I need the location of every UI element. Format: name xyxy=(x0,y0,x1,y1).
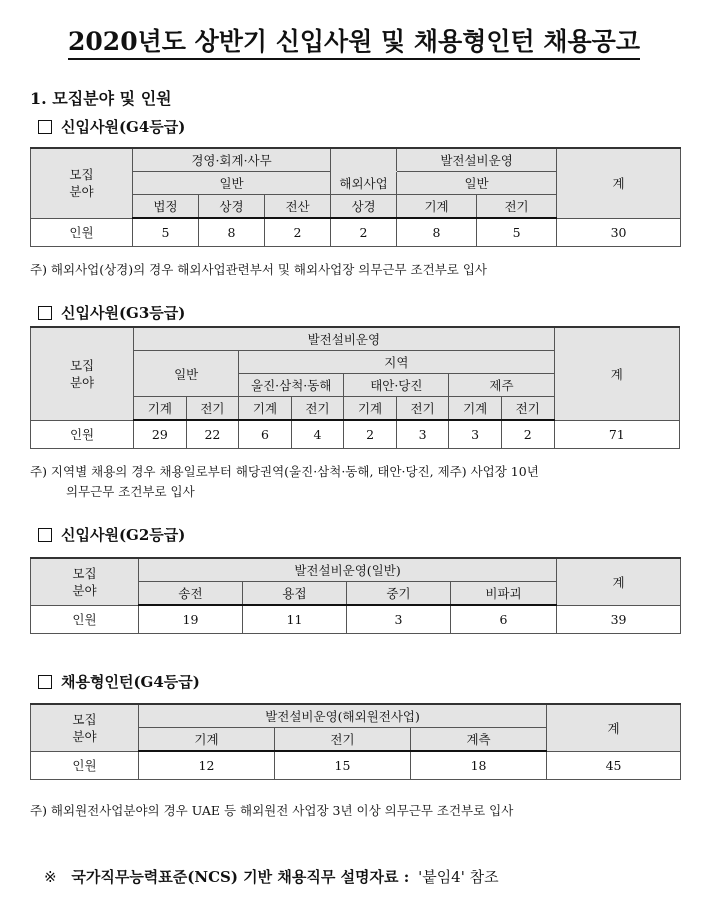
subgroup-header: 지역 xyxy=(239,351,554,374)
reference-bold: 국가직무능력표준(NCS) 기반 채용직무 설명자료 : xyxy=(71,868,410,886)
table-cell: 2 xyxy=(344,420,397,448)
g4-table xyxy=(30,147,681,247)
reference-note xyxy=(44,866,499,887)
column-header: 전기 xyxy=(275,728,411,752)
field-header: 모집 분야 xyxy=(31,558,139,605)
total-cell: 71 xyxy=(554,420,679,448)
column-header: 상경 xyxy=(331,195,397,219)
table-row xyxy=(31,605,681,633)
table-cell: 3 xyxy=(449,420,502,448)
subgroup-header: 일반 xyxy=(397,172,557,195)
g4-heading xyxy=(38,116,185,137)
g4-heading-text: 신입사원(G4등급) xyxy=(61,118,186,136)
table-cell: 19 xyxy=(139,605,243,633)
column-header: 상경 xyxy=(199,195,265,219)
column-header: 중기 xyxy=(347,582,451,606)
g3-heading xyxy=(38,302,185,323)
table-cell: 8 xyxy=(199,218,265,246)
subgroup-header: 해외사업 xyxy=(331,172,397,195)
table-cell: 15 xyxy=(275,751,411,779)
row-label: 인원 xyxy=(31,218,133,246)
intern-table xyxy=(30,703,681,780)
field-header: 모집 분야 xyxy=(31,327,134,420)
column-header: 전기 xyxy=(186,397,239,421)
region-header: 제주 xyxy=(449,374,554,397)
field-header: 모집 분야 xyxy=(31,148,133,218)
group-header: 경영·회계·사무 xyxy=(133,148,331,172)
table-row xyxy=(31,420,680,448)
column-header: 기계 xyxy=(449,397,502,421)
table-cell: 5 xyxy=(133,218,199,246)
column-header: 전기 xyxy=(501,397,554,421)
total-header: 계 xyxy=(557,558,681,605)
table-cell: 6 xyxy=(451,605,557,633)
table-cell: 8 xyxy=(397,218,477,246)
table-cell: 5 xyxy=(477,218,557,246)
checkbox-square-icon xyxy=(38,675,52,689)
column-header: 기계 xyxy=(397,195,477,219)
group-header: 발전설비운영(해외원전사업) xyxy=(139,704,547,728)
column-header: 비파괴 xyxy=(451,582,557,606)
table-cell: 4 xyxy=(291,420,344,448)
total-header: 계 xyxy=(557,148,681,218)
reference-rest: '붙임4' 참조 xyxy=(418,868,499,886)
row-label: 인원 xyxy=(31,420,134,448)
table-cell: 2 xyxy=(265,218,331,246)
g2-table xyxy=(30,557,681,634)
column-header: 법정 xyxy=(133,195,199,219)
column-header: 전기 xyxy=(477,195,557,219)
table-cell: 3 xyxy=(347,605,451,633)
region-header: 울진·삼척·동해 xyxy=(239,374,344,397)
column-header: 기계 xyxy=(139,728,275,752)
intern-heading-text: 채용형인턴(G4등급) xyxy=(61,673,200,691)
group-header: 발전설비운영(일반) xyxy=(139,558,557,582)
total-header: 계 xyxy=(547,704,681,751)
table-cell: 29 xyxy=(134,420,187,448)
g3-note-cont: 의무근무 조건부로 입사 xyxy=(66,484,195,499)
group-header xyxy=(331,148,397,172)
g2-heading xyxy=(38,524,185,545)
column-header: 기계 xyxy=(239,397,292,421)
table-cell: 18 xyxy=(411,751,547,779)
column-header: 전산 xyxy=(265,195,331,219)
g3-note: 주) 지역별 채용의 경우 채용일로부터 해당권역(울진·삼척·동해, 태안·당진, 제주) 사업장 10년 xyxy=(30,464,539,479)
table-cell: 22 xyxy=(186,420,239,448)
checkbox-square-icon xyxy=(38,528,52,542)
column-header: 기계 xyxy=(344,397,397,421)
column-header: 계측 xyxy=(411,728,547,752)
group-header: 발전설비운영 xyxy=(134,327,554,351)
g3-heading-text: 신입사원(G3등급) xyxy=(61,304,186,322)
checkbox-square-icon xyxy=(38,120,52,134)
table-cell: 12 xyxy=(139,751,275,779)
row-label: 인원 xyxy=(31,751,139,779)
column-header: 송전 xyxy=(139,582,243,606)
intern-note: 주) 해외원전사업분야의 경우 UAE 등 해외원전 사업장 3년 이상 의무근무 조건부로 입사 xyxy=(30,803,514,818)
region-header: 태안·당진 xyxy=(344,374,449,397)
total-header: 계 xyxy=(554,327,679,420)
reference-mark: ※ xyxy=(44,868,57,886)
subgroup-header: 일반 xyxy=(133,172,331,195)
total-cell: 39 xyxy=(557,605,681,633)
g3-table xyxy=(30,326,680,449)
g2-heading-text: 신입사원(G2등급) xyxy=(61,526,186,544)
page-title: 2020년도 상반기 신입사원 및 채용형인턴 채용공고 xyxy=(0,22,708,58)
g4-note: 주) 해외사업(상경)의 경우 해외사업관련부서 및 해외사업장 의무근무 조건부로 입사 xyxy=(30,262,487,277)
field-header: 모집 분야 xyxy=(31,704,139,751)
column-header: 기계 xyxy=(134,397,187,421)
total-cell: 45 xyxy=(547,751,681,779)
group-header: 발전설비운영 xyxy=(397,148,557,172)
intern-heading xyxy=(38,671,200,692)
table-cell: 11 xyxy=(243,605,347,633)
column-header: 전기 xyxy=(396,397,449,421)
table-row xyxy=(31,218,681,246)
table-row xyxy=(31,751,681,779)
table-cell: 2 xyxy=(501,420,554,448)
row-label: 인원 xyxy=(31,605,139,633)
column-header: 용접 xyxy=(243,582,347,606)
subgroup-header: 일반 xyxy=(134,351,239,397)
table-cell: 3 xyxy=(396,420,449,448)
total-cell: 30 xyxy=(557,218,681,246)
section-heading: 1. 모집분야 및 인원 xyxy=(30,89,172,108)
column-header: 전기 xyxy=(291,397,344,421)
checkbox-square-icon xyxy=(38,306,52,320)
table-cell: 6 xyxy=(239,420,292,448)
table-cell: 2 xyxy=(331,218,397,246)
